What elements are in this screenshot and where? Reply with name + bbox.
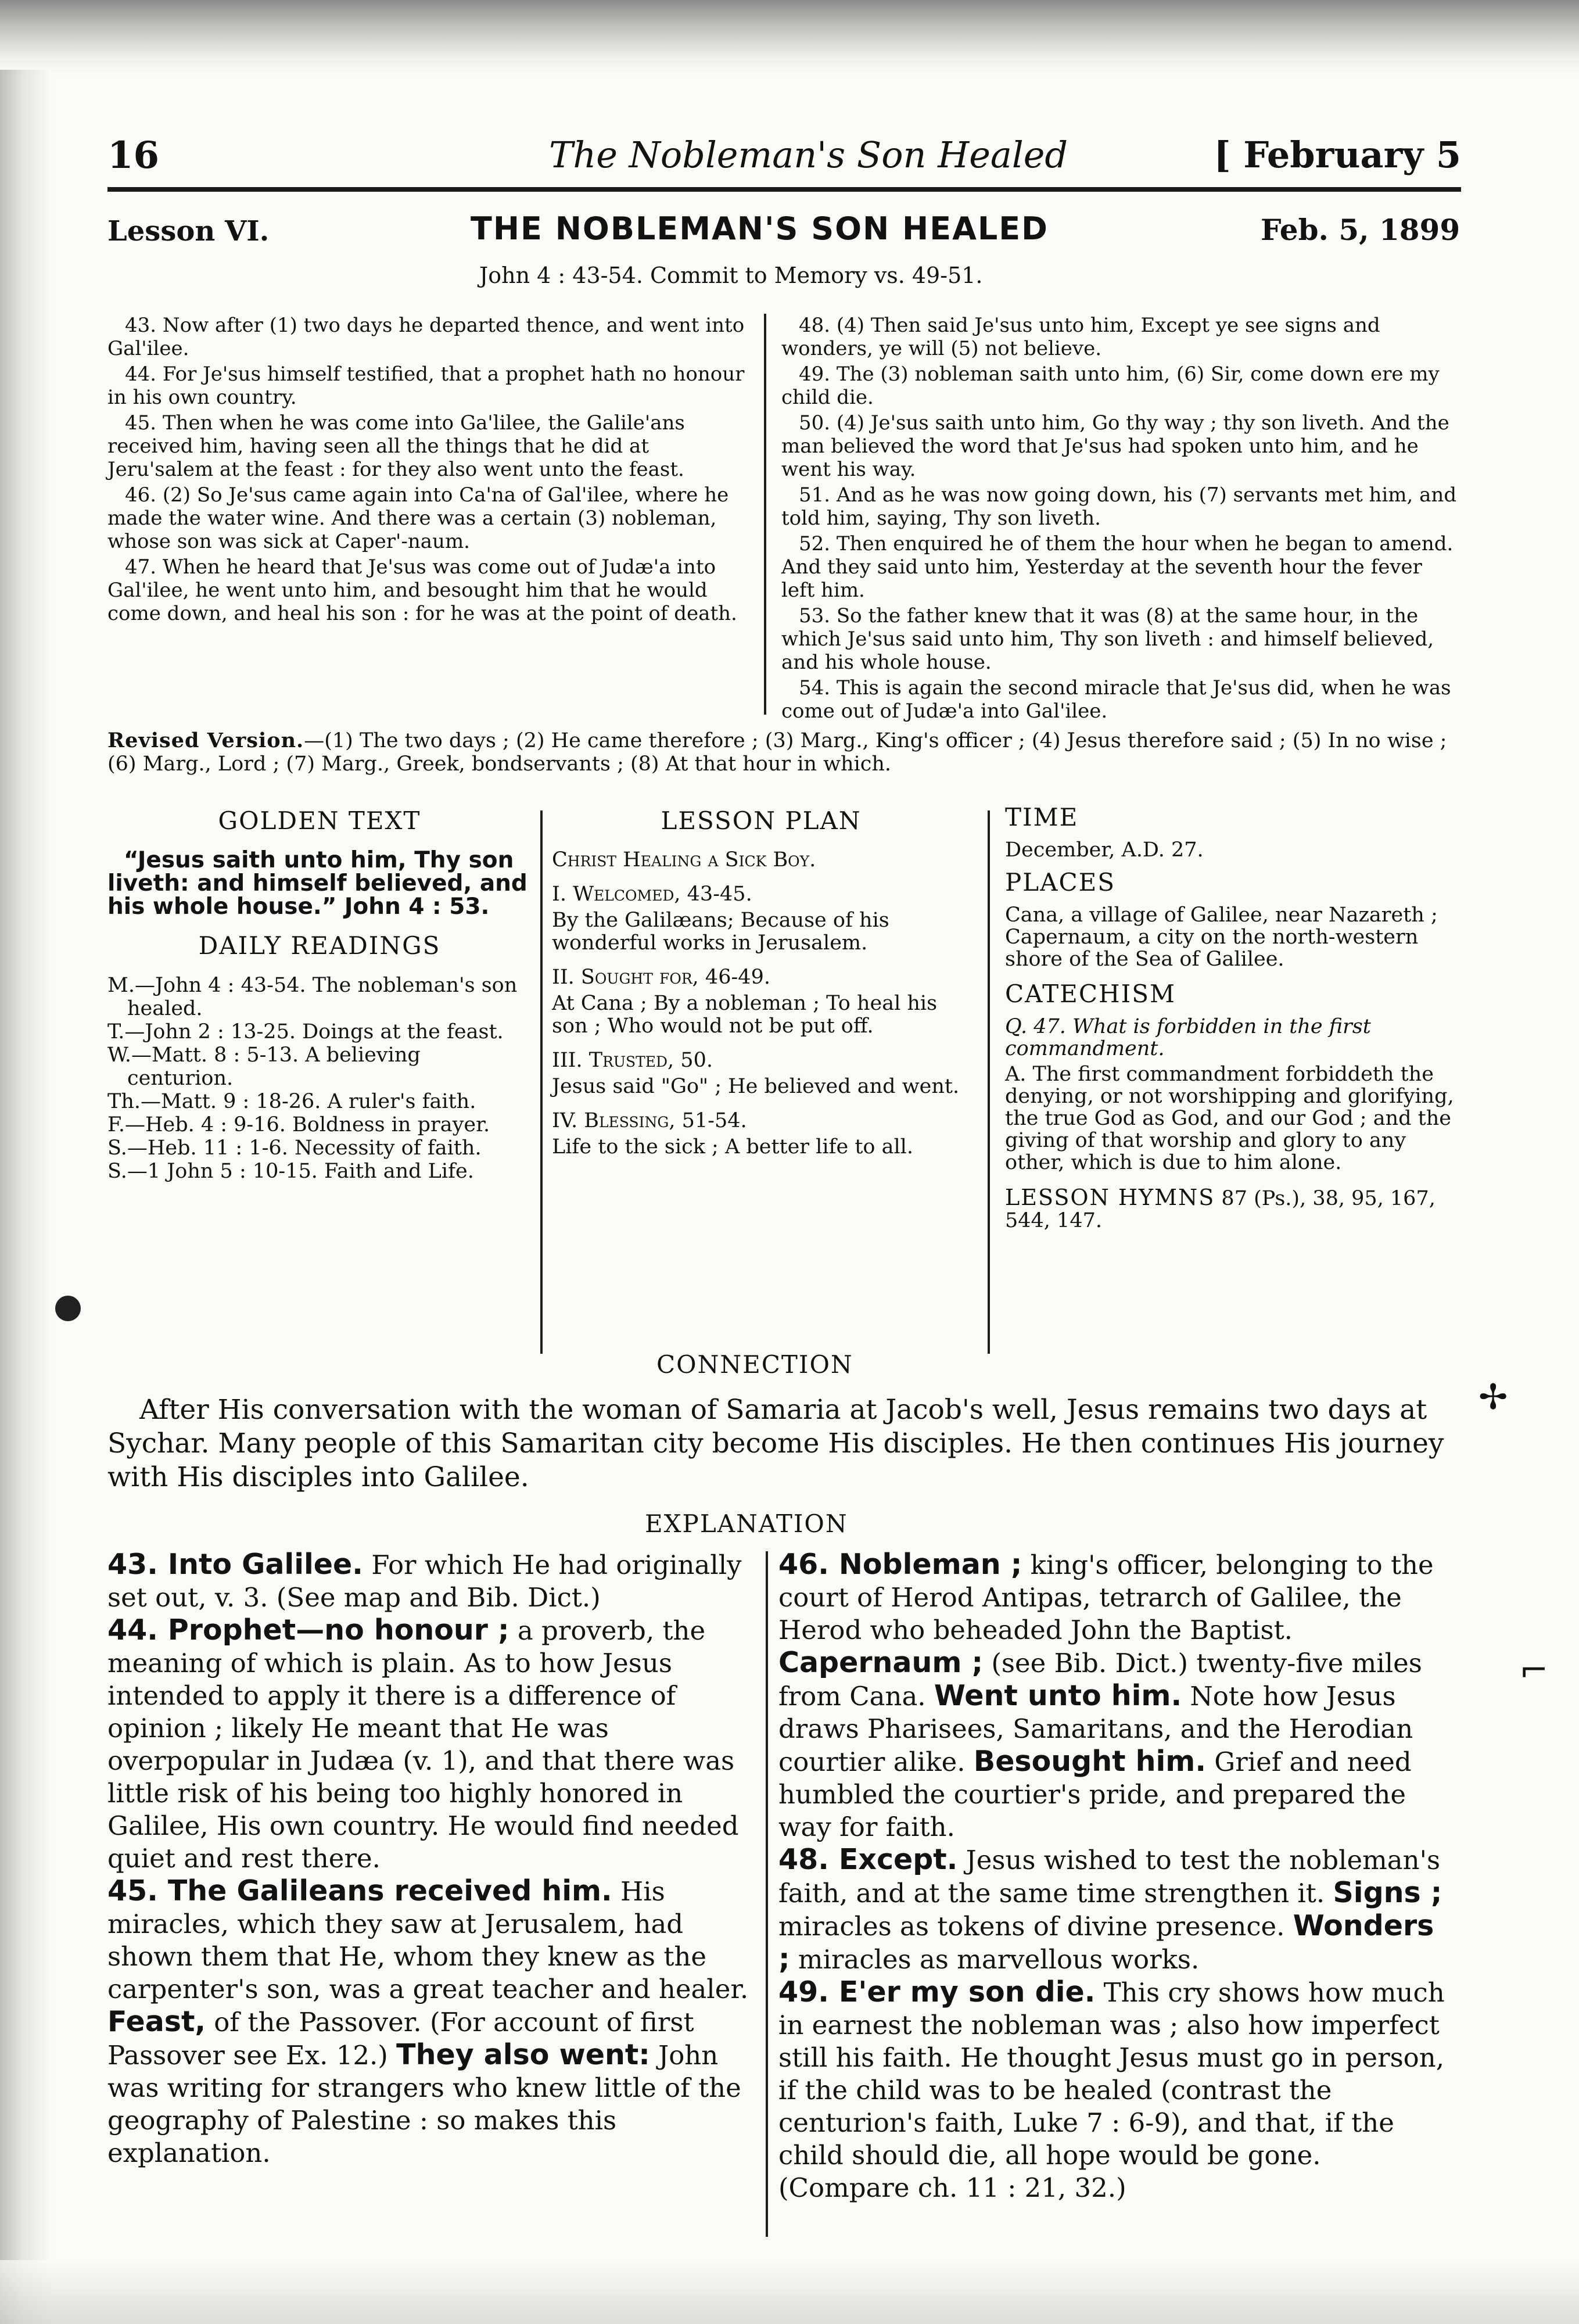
connection-heading: CONNECTION <box>656 1350 853 1379</box>
lesson-plan-section <box>552 806 970 1170</box>
explanation-entry <box>778 1976 1452 2204</box>
plan-point-head: II. Sought for, 46-49. <box>552 966 770 989</box>
explanation-term: Went unto him. <box>934 1679 1182 1712</box>
time-text: December, A.D. 27. <box>1005 838 1204 862</box>
scripture-reference: John 4 : 43-54. Commit to Memory vs. 49-51. <box>479 263 983 288</box>
daily-reading: F.—Heb. 4 : 9-16. Boldness in prayer. <box>107 1113 490 1136</box>
golden-text-section <box>107 806 532 1183</box>
revised-version-label: Revised Version. <box>107 729 304 752</box>
explanation-term: 46. Nobleman ; <box>778 1548 1022 1581</box>
explanation-term: They also went: <box>396 2038 650 2071</box>
ink-blot <box>55 1296 81 1321</box>
page-number: 16 <box>107 134 160 177</box>
scripture-verse: 49. The (3) nobleman saith unto him, (6) Sir, come down ere my child die. <box>781 363 1440 409</box>
explanation-note: a proverb, the meaning of which is plain. As to how Jesus intended to apply it there is a difference of opinion ; likely He meant that He was overpopular in Judæa (v. 1), and that there was little risk of his being too highly honored in Galilee, His own country. He would find needed quiet and rest there. <box>107 1615 739 1874</box>
column-divider-right <box>988 810 990 1354</box>
explanation-note: miracles as marvellous works. <box>790 1944 1200 1975</box>
lesson-hymns-heading: LESSON HYMNS <box>1005 1185 1215 1210</box>
explanation-right-column <box>778 1548 1452 2204</box>
scripture-verse: 43. Now after (1) two days he departed thence, and went into Gal'ilee. <box>107 314 745 360</box>
explanation-term: 48. Except. <box>778 1843 958 1876</box>
explanation-note: miracles as tokens of divine presence. <box>778 1911 1285 1942</box>
scripture-verse: 48. (4) Then said Je'sus unto him, Except ye see signs and wonders, ye will (5) not believe. <box>781 314 1380 360</box>
explanation-term: 49. E'er my son die. <box>778 1975 1096 2009</box>
explanation-term: Signs ; <box>1333 1876 1442 1909</box>
explanation-note: (see Bib. Dict.) twenty-five miles from Cana. <box>778 1648 1422 1712</box>
connection-text: After His conversation with the woman of Samaria at Jacob's well, Jesus remains two days at Sychar. Many people of this Samaritan city become His disciples. He then continues His journey with His disciples into Galilee. <box>107 1394 1444 1493</box>
golden-text: “Jesus saith unto him, Thy son liveth: and himself believed, and his whole house.” John 4 : 53. <box>107 847 527 920</box>
daily-reading: S.—1 John 5 : 10-15. Faith and Life. <box>107 1160 474 1183</box>
daily-reading: S.—Heb. 11 : 1-6. Necessity of faith. <box>107 1136 482 1160</box>
daily-reading: W.—Matt. 8 : 5-13. A believing centurion. <box>107 1043 421 1090</box>
explanation-note: John was writing for strangers who knew little of the geography of Palestine : so makes this explanation. <box>107 2040 741 2168</box>
scripture-verse: 52. Then enquired he of them the hour when he began to amend. And they said unto him, Yesterday at the seventh hour the fever left him. <box>781 532 1454 602</box>
header-rule <box>107 187 1461 192</box>
plan-point-body: At Cana ; By a nobleman ; To heal his son ; Who would not be put off. <box>552 992 938 1038</box>
explanation-entry <box>107 1548 752 1614</box>
explanation-term: 44. Prophet—no honour ; <box>107 1613 509 1647</box>
column-divider-left <box>540 810 543 1354</box>
explanation-term: Wonders ; <box>778 1909 1434 1975</box>
running-title: The Nobleman's Son Healed <box>549 134 1068 176</box>
lesson-plan-heading: LESSON PLAN <box>661 806 862 835</box>
explanation-note: His miracles, which they saw at Jerusalem, had shown them that He, whom they knew as the carpenter's son, was a great teacher and healer. <box>107 1876 749 2004</box>
plan-point-head: IV. Blessing, 51-54. <box>552 1109 747 1132</box>
scripture-left-column <box>107 314 752 627</box>
explanation-divider <box>766 1551 768 2237</box>
margin-mark-icon: ⌐ <box>1519 1650 1549 1691</box>
plan-point-body: Jesus said "Go" ; He believed and went. <box>552 1075 960 1098</box>
explanation-note: king's officer, belonging to the court of Herod Antipas, tetrarch of Galilee, the Herod who beheaded John the Baptist. <box>778 1550 1434 1645</box>
lesson-number: Lesson VI. <box>107 215 270 248</box>
scan-noise-top <box>0 0 1579 76</box>
explanation-entry <box>778 1844 1452 1976</box>
running-date: [ February 5 <box>1214 134 1461 176</box>
scripture-verse: 51. And as he was now going down, his (7) servants met him, and told him, saying, Thy son liveth. <box>781 483 1457 530</box>
scan-noise-left <box>0 70 52 2324</box>
daily-reading: T.—John 2 : 13-25. Doings at the feast. <box>107 1020 504 1043</box>
scan-noise-bottom <box>0 2260 1579 2324</box>
explanation-term: 45. The Galileans received him. <box>107 1874 612 1907</box>
explanation-term: Besought him. <box>973 1745 1206 1778</box>
golden-text-heading: GOLDEN TEXT <box>218 806 421 835</box>
explanation-note: Note how Jesus draws Pharisees, Samaritans, and the Herodian courtier alike. <box>778 1681 1413 1777</box>
scripture-right-column <box>781 314 1458 725</box>
places-heading: PLACES <box>1005 868 1116 896</box>
lesson-plan-subtitle: Christ Healing a Sick Boy. <box>552 848 816 871</box>
plan-point-body: By the Galilæans; Because of his wonderful works in Jerusalem. <box>552 909 889 955</box>
explanation-note: This cry shows how much in earnest the nobleman was ; also how imperfect still his faith. He thought Jesus must go in person, if the child was to be healed (contrast the centurion's faith, Luke 7 : 6-9), and that, if the child should die, all hope would be gone. (Compare ch. 11 : 21, 32.) <box>778 1977 1445 2203</box>
scripture-verse: 53. So the father knew that it was (8) at the same hour, in the which Je'sus said unto him, Thy son liveth : and himself believed, and his whole house. <box>781 604 1434 674</box>
daily-readings-heading: DAILY READINGS <box>198 931 441 960</box>
lesson-date: Feb. 5, 1899 <box>1261 213 1460 247</box>
places-text: Cana, a village of Galilee, near Nazareth ; Capernaum, a city on the north-western shore of the Sea of Galilee. <box>1005 903 1438 971</box>
explanation-note: For which He had originally set out, v. 3. (See map and Bib. Dict.) <box>107 1550 742 1613</box>
explanation-term: Capernaum ; <box>778 1646 984 1679</box>
scripture-verse: 47. When he heard that Je'sus was come out of Judæ'a into Gal'ilee, he went unto him, and besought him that he would come down, and heal his son : for he was at the point of death. <box>107 555 737 625</box>
time-places-catechism <box>1005 803 1464 1232</box>
scripture-verse: 46. (2) So Je'sus came again into Ca'na of Gal'ilee, where he made the water wine. And there was a certain (3) nobleman, whose son was sick at Caper'-naum. <box>107 483 729 553</box>
explanation-note: of the Passover. (For account of first Passover see Ex. 12.) <box>107 2007 694 2071</box>
explanation-entry <box>107 1875 752 2169</box>
running-head <box>107 134 1461 186</box>
daily-reading: M.—John 4 : 43-54. The nobleman's son healed. <box>107 974 518 1020</box>
revised-version <box>107 729 1458 776</box>
daily-reading: Th.—Matt. 9 : 18-26. A ruler's faith. <box>107 1090 476 1113</box>
revised-version-text: —(1) The two days ; (2) He came therefore ; (3) Marg., King's officer ; (4) Jesus therefore said ; (5) In no wise ; (6) Marg., Lord ; (7) Marg., Greek, bondservants ; (8) At that hour in which. <box>107 729 1447 776</box>
plan-point-head: I. Welcomed, 43-45. <box>552 883 752 906</box>
explanation-heading: EXPLANATION <box>645 1509 848 1538</box>
scripture-verse: 45. Then when he was come into Ga'lilee, the Galile'ans received him, having seen all the things that he did at Jeru'salem at the feast : for they also went unto the feast. <box>107 411 685 481</box>
plan-point-head: III. Trusted, 50. <box>552 1049 713 1072</box>
scripture-verse: 50. (4) Je'sus saith unto him, Go thy way ; thy son liveth. And the man believed the word that Je'sus had spoken unto him, and he went his way. <box>781 411 1449 481</box>
time-heading: TIME <box>1005 803 1079 831</box>
explanation-note: Jesus wished to test the nobleman's faith, and at the same time strengthen it. <box>778 1845 1441 1909</box>
explanation-left-column <box>107 1548 752 2169</box>
explanation-term: 43. Into Galilee. <box>107 1548 363 1581</box>
explanation-term: Feast, <box>107 2005 206 2038</box>
catechism-answer: A. The first commandment forbiddeth the denying, or not worshipping and glorifying, the true God as God, and our God ; and the giving of that worship and glory to any other, which is due to him alone. <box>1005 1063 1454 1174</box>
explanation-note: Grief and need humbled the courtier's pride, and prepared the way for faith. <box>778 1746 1412 1842</box>
catechism-question: Q. 47. What is forbidden in the first commandment. <box>1005 1015 1371 1060</box>
catechism-heading: CATECHISM <box>1005 980 1176 1008</box>
plan-point-body: Life to the sick ; A better life to all. <box>552 1135 913 1159</box>
lesson-title: THE NOBLEMAN'S SON HEALED <box>471 210 1049 247</box>
scripture-divider <box>764 314 766 715</box>
daily-readings-list <box>107 974 532 1183</box>
lesson-hymns-text: 87 (Ps.), 38, 95, 167, 544, 147. <box>1005 1187 1436 1232</box>
margin-mark-icon: ✢ <box>1478 1377 1508 1418</box>
explanation-entry <box>778 1548 1452 1844</box>
explanation-entry <box>107 1614 752 1875</box>
lesson-hymns <box>1005 1186 1464 1232</box>
scripture-verse: 54. This is again the second miracle that Je'sus did, when he was come out of Judæ'a into Gal'ilee. <box>781 676 1451 723</box>
scripture-verse: 44. For Je'sus himself testified, that a prophet hath no honour in his own country. <box>107 363 745 409</box>
